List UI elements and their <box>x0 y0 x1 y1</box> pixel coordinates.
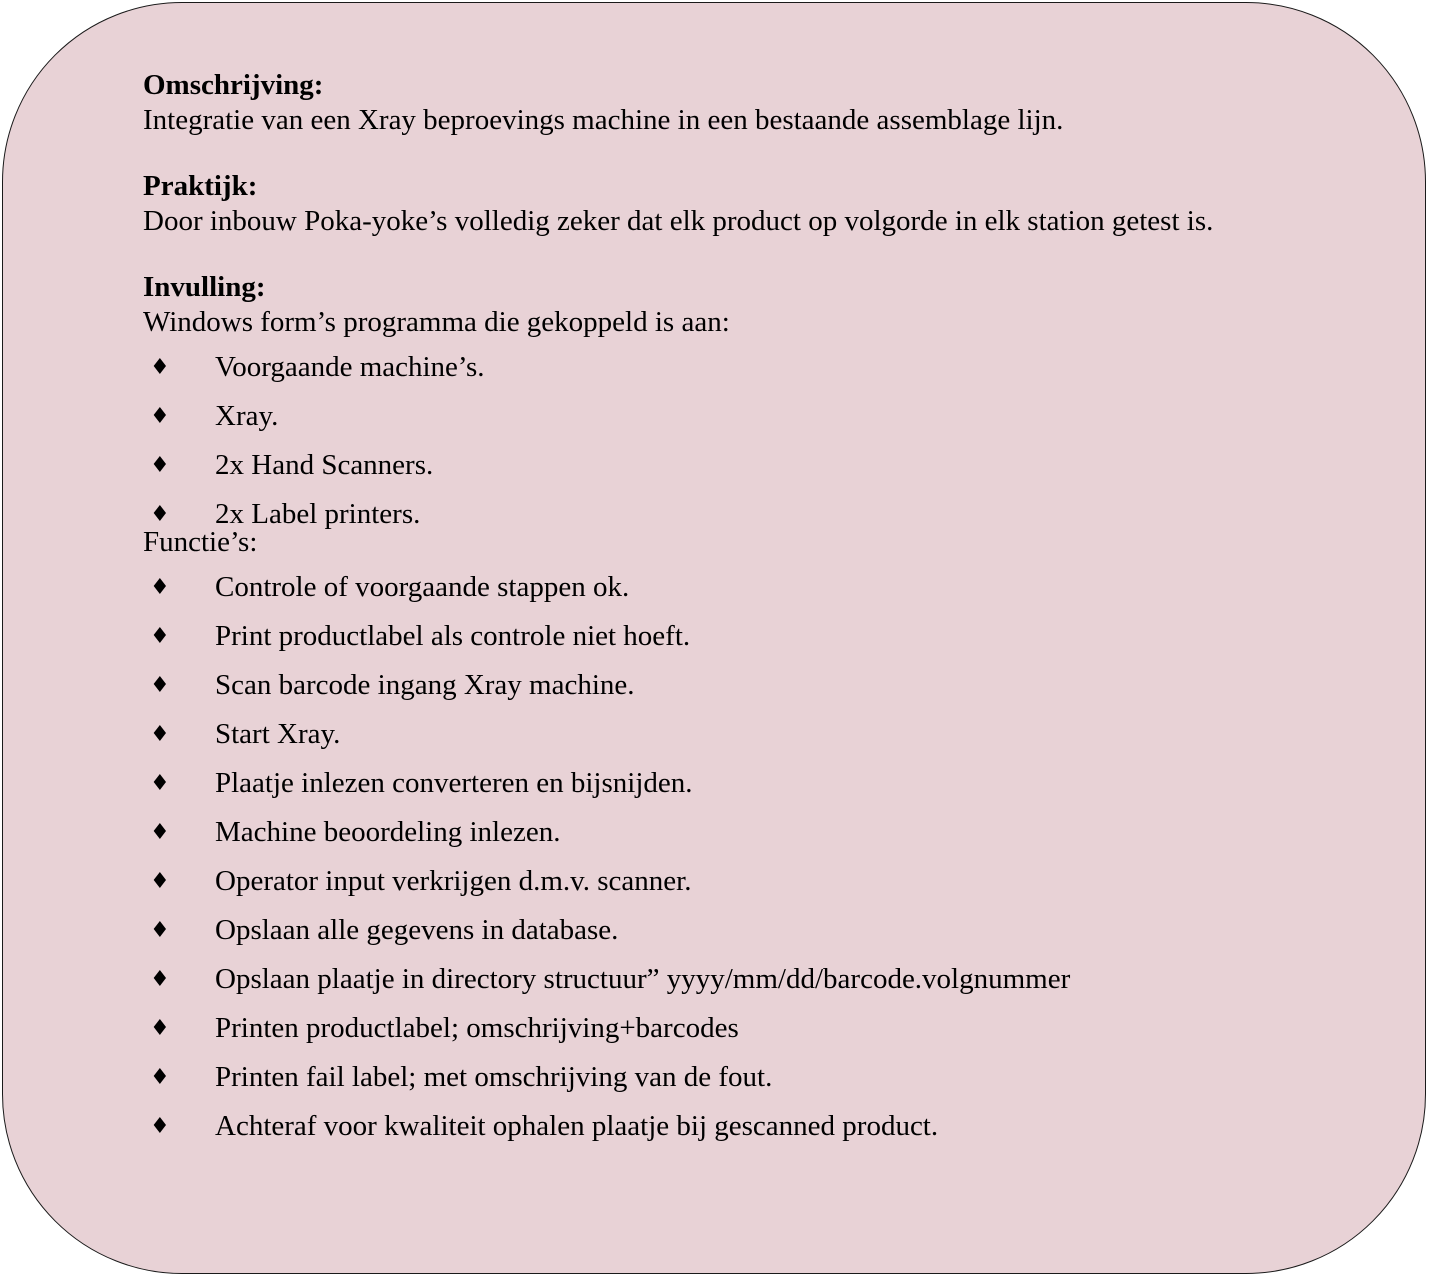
diamond-bullet-icon: ♦ <box>150 771 170 796</box>
invulling-intro: Windows form’s programma die gekoppeld is aan: <box>143 306 730 338</box>
list-item-text: Print productlabel als controle niet hoeft. <box>215 620 691 652</box>
functions-label: Functie’s: <box>143 526 258 558</box>
diamond-bullet-icon: ♦ <box>150 918 170 943</box>
diamond-bullet-icon: ♦ <box>150 624 170 649</box>
list-item-text: 2x Label printers. <box>215 498 421 530</box>
list-item <box>143 857 1393 906</box>
panel-content <box>143 68 1393 1151</box>
list-item <box>143 661 1393 710</box>
list-item <box>143 906 1393 955</box>
list-item <box>143 563 1393 612</box>
diamond-bullet-icon: ♦ <box>150 404 170 429</box>
praktijk-text: Door inbouw Poka-yoke’s volledig zeker dat elk product op volgorde in elk station getest is. <box>143 205 1214 237</box>
diamond-bullet-icon: ♦ <box>150 575 170 600</box>
list-item-text: Voorgaande machine’s. <box>215 351 485 383</box>
list-item <box>143 1102 1393 1151</box>
diamond-bullet-icon: ♦ <box>150 1114 170 1139</box>
diamond-bullet-icon: ♦ <box>150 502 170 527</box>
list-item <box>143 612 1393 661</box>
spacer <box>143 137 1393 169</box>
praktijk-title: Praktijk: <box>143 170 258 202</box>
list-item <box>143 1004 1393 1053</box>
list-item <box>143 759 1393 808</box>
omschrijving-text: Integratie van een Xray beproevings machine in een bestaande assemblage lijn. <box>143 104 1064 136</box>
list-item <box>143 1053 1393 1102</box>
diamond-bullet-icon: ♦ <box>150 673 170 698</box>
diamond-bullet-icon: ♦ <box>150 869 170 894</box>
list-item-text: Operator input verkrijgen d.m.v. scanner. <box>215 865 692 897</box>
list-item-text: Plaatje inlezen converteren en bijsnijden. <box>215 767 693 799</box>
diamond-bullet-icon: ♦ <box>150 1016 170 1041</box>
functions-list <box>143 563 1393 1151</box>
list-item-text: Start Xray. <box>215 718 341 750</box>
list-item <box>143 955 1393 1004</box>
invulling-title: Invulling: <box>143 271 266 303</box>
list-item-text: Printen productlabel; omschrijving+barcodes <box>215 1012 739 1044</box>
list-item-text: Scan barcode ingang Xray machine. <box>215 669 635 701</box>
list-item-text: Xray. <box>215 400 279 432</box>
spacer <box>143 238 1393 270</box>
list-item <box>143 441 1393 490</box>
list-item <box>143 343 1393 392</box>
list-item <box>143 392 1393 441</box>
list-item-text: Printen fail label; met omschrijving van de fout. <box>215 1061 773 1093</box>
list-item <box>143 490 1393 539</box>
list-item <box>143 710 1393 759</box>
diamond-bullet-icon: ♦ <box>150 453 170 478</box>
diamond-bullet-icon: ♦ <box>150 820 170 845</box>
omschrijving-title: Omschrijving: <box>143 69 324 101</box>
list-item-text: Machine beoordeling inlezen. <box>215 816 561 848</box>
list-item-text: 2x Hand Scanners. <box>215 449 434 481</box>
list-item <box>143 808 1393 857</box>
diamond-bullet-icon: ♦ <box>150 355 170 380</box>
list-item-text: Opslaan alle gegevens in database. <box>215 914 619 946</box>
list-item-text: Achteraf voor kwaliteit ophalen plaatje bij gescanned product. <box>215 1110 939 1142</box>
diamond-bullet-icon: ♦ <box>150 967 170 992</box>
list-item-text: Controle of voorgaande stappen ok. <box>215 571 630 603</box>
connections-list <box>143 343 1393 539</box>
diamond-bullet-icon: ♦ <box>150 722 170 747</box>
list-item-text: Opslaan plaatje in directory structuur” yyyy/mm/dd/barcode.volgnummer <box>215 963 1071 995</box>
diamond-bullet-icon: ♦ <box>150 1065 170 1090</box>
